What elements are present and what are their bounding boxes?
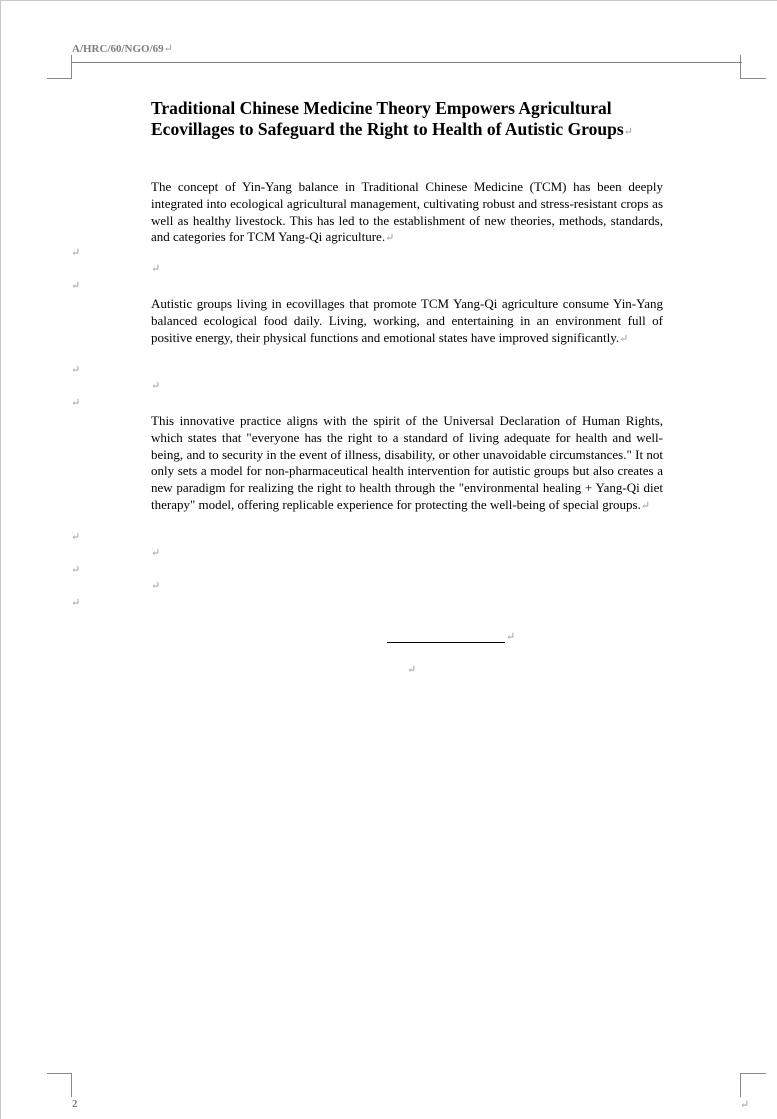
paragraph-mark: ↵ xyxy=(71,364,81,376)
crop-mark-bottom-right xyxy=(740,1073,741,1097)
crop-mark-top-left xyxy=(71,55,72,79)
paragraph-mark: ↵ xyxy=(71,247,81,259)
paragraph-mark: ↵ xyxy=(151,380,161,392)
paragraph-mark: ↵ xyxy=(71,564,81,576)
paragraph-2: Autistic groups living in ecovillages that promote TCM Yang-Qi agriculture consume Yin-Yang balanced ecological food daily. Living, working, and entertaining in an environment full of positive energy, their physical functions and emotional states have improved significantly.↵ xyxy=(151,296,663,345)
end-separator-line xyxy=(387,642,505,643)
crop-mark-bottom-left xyxy=(47,1073,72,1074)
paragraph-1: The concept of Yin-Yang balance in Traditional Chinese Medicine (TCM) has been deeply integrated into ecological agricultural management, cultivating robust and stress-resistant crops as well as healthy livestock. This has led to the establishment of new theories, methods, standards, and categories for TCM Yang-Qi agriculture.↵ xyxy=(151,179,663,245)
paragraph-mark: ↵ xyxy=(71,597,81,609)
paragraph-mark: ↵ xyxy=(506,631,516,643)
paragraph-mark: ↵ xyxy=(151,263,161,275)
paragraph-mark: ↵ xyxy=(407,664,417,676)
crop-mark-top-right xyxy=(740,55,741,79)
paragraph-3: This innovative practice aligns with the spirit of the Universal Declaration of Human Rights, which states that "everyone has the right to a standard of living adequate for health and well-being, and to security in the event of illness, disability, or other unavoidable circumstances." It not only sets a model for non-pharmaceutical health intervention for autistic groups but also creates a new paradigm for realizing the right to health through the "environmental healing + Yang-Qi diet therapy" model, offering replicable experience for protecting the well-being of special groups.↵ xyxy=(151,413,663,512)
crop-mark-top-left xyxy=(47,78,72,79)
paragraph-mark: ↵ xyxy=(151,547,161,559)
header-document-symbol: A/HRC/60/NGO/69↵ xyxy=(72,43,173,55)
paragraph-mark: ↵ xyxy=(151,580,161,592)
crop-mark-bottom-right xyxy=(740,1073,766,1074)
header-rule xyxy=(72,62,742,63)
paragraph-mark: ↵ xyxy=(71,397,81,409)
crop-mark-bottom-left xyxy=(71,1073,72,1097)
paragraph-mark: ↵ xyxy=(71,280,81,292)
crop-mark-top-right xyxy=(740,78,766,79)
page-number: 2 xyxy=(72,1098,78,1110)
document-title: Traditional Chinese Medicine Theory Empowers Agricultural Ecovillages to Safeguard the Right to Health of Autistic Groups↵ xyxy=(151,98,633,139)
paragraph-mark: ↵ xyxy=(71,531,81,543)
paragraph-mark: ↵ xyxy=(740,1099,750,1111)
